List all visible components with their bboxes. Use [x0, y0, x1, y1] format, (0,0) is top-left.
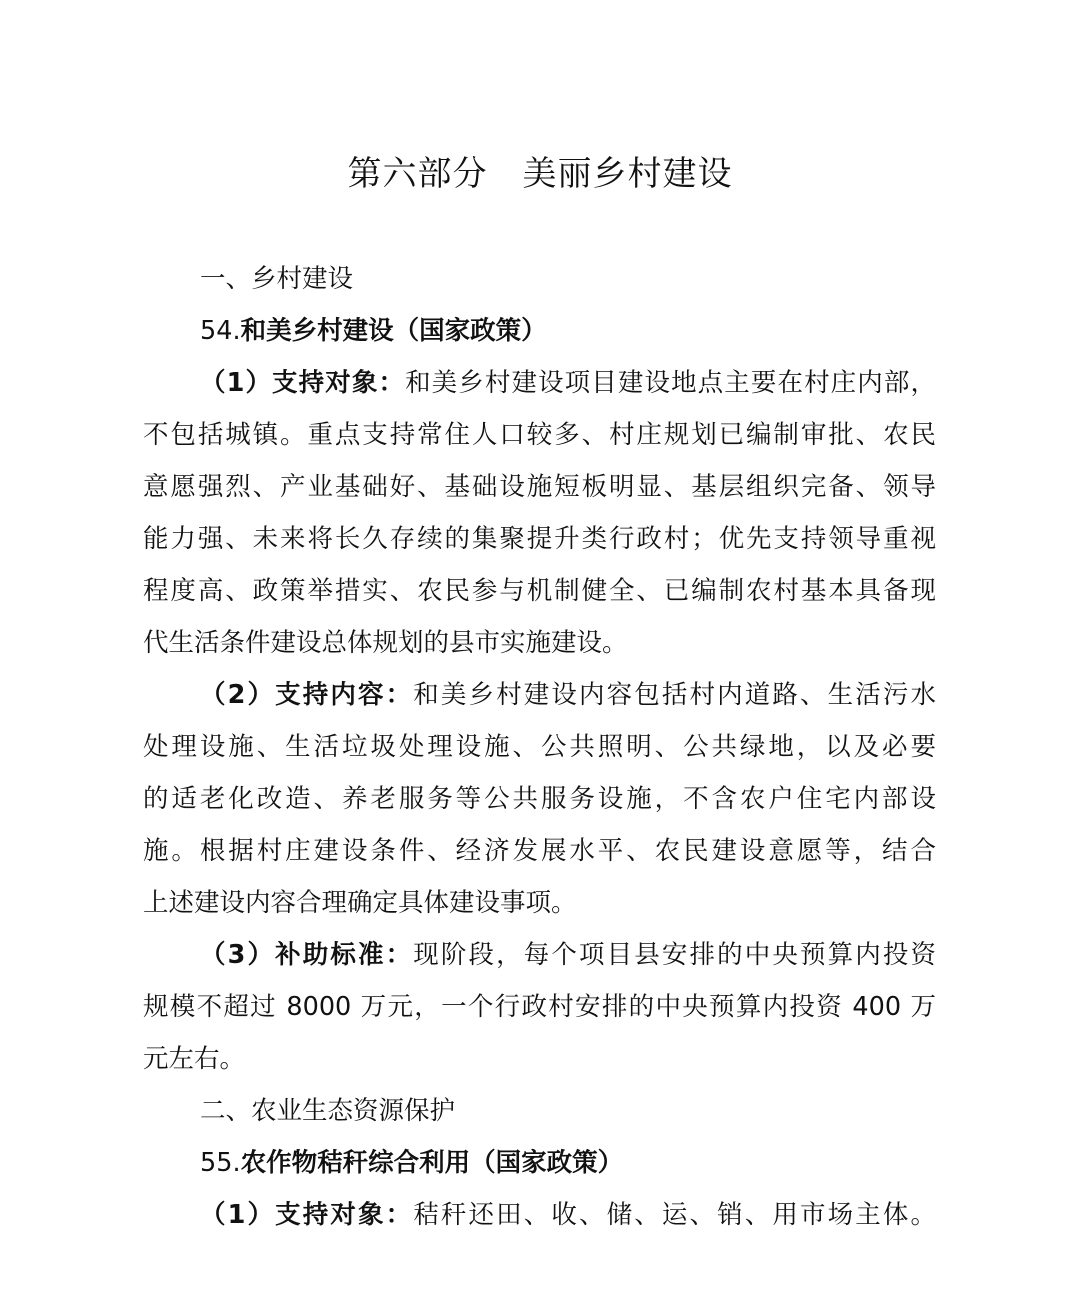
- paragraph-text: 现阶段，每个项目县安排的中央预算内投资: [413, 940, 936, 970]
- paragraph-line: 元左右。: [143, 1044, 246, 1074]
- item-name: 和美乡村建设（国家政策）: [240, 316, 547, 346]
- paragraph-line: 代生活条件建设总体规划的县市实施建设。: [143, 628, 628, 658]
- paragraph-text: 和美乡村建设内容包括村内道路、生活污水: [413, 680, 936, 710]
- paragraph-line: 意愿强烈、产业基础好、基础设施短板明显、基层组织完备、领导: [143, 472, 936, 502]
- paragraph-line: [200, 366, 936, 400]
- paragraph-line: [200, 678, 936, 712]
- paragraph-text: 和美乡村建设项目建设地点主要在村庄内部，: [405, 368, 936, 398]
- page-title: 第六部分 美丽乡村建设: [347, 154, 733, 194]
- paragraph-label: （3）补助标准：: [200, 940, 414, 970]
- item-number: 55.: [200, 1148, 241, 1178]
- paragraph-label: （1）支持对象：: [200, 368, 406, 398]
- paragraph-line: 施。根据村庄建设条件、经济发展水平、农民建设意愿等，结合: [143, 836, 936, 866]
- paragraph-line: 处理设施、生活垃圾处理设施、公共照明、公共绿地，以及必要: [143, 732, 936, 762]
- paragraph-line: 的适老化改造、养老服务等公共服务设施，不含农户住宅内部设: [143, 784, 936, 814]
- paragraph-label: （2）支持内容：: [200, 680, 414, 710]
- paragraph-line: 能力强、未来将长久存续的集聚提升类行政村；优先支持领导重视: [143, 524, 936, 554]
- paragraph-line: 不包括城镇。重点支持常住人口较多、村庄规划已编制审批、农民: [143, 420, 936, 450]
- paragraph-label: （1）支持对象：: [200, 1200, 414, 1230]
- paragraph-line: [200, 938, 936, 972]
- paragraph-line: [200, 1198, 936, 1232]
- section-heading: 一、乡村建设: [200, 264, 354, 294]
- item-number: 54.: [200, 316, 241, 346]
- paragraph-line: 程度高、政策举措实、农民参与机制健全、已编制农村基本具备现: [143, 576, 936, 606]
- paragraph-text: 秸秆还田、收、储、运、销、用市场主体。: [413, 1200, 936, 1230]
- item-name: 农作物秸秆综合利用（国家政策）: [240, 1148, 624, 1178]
- section-heading: 二、农业生态资源保护: [200, 1096, 456, 1126]
- paragraph-line: 上述建设内容合理确定具体建设事项。: [143, 888, 577, 918]
- item-heading: [200, 314, 936, 348]
- paragraph-line: 规模不超过 8000 万元，一个行政村安排的中央预算内投资 400 万: [143, 992, 936, 1022]
- item-heading: [200, 1146, 936, 1180]
